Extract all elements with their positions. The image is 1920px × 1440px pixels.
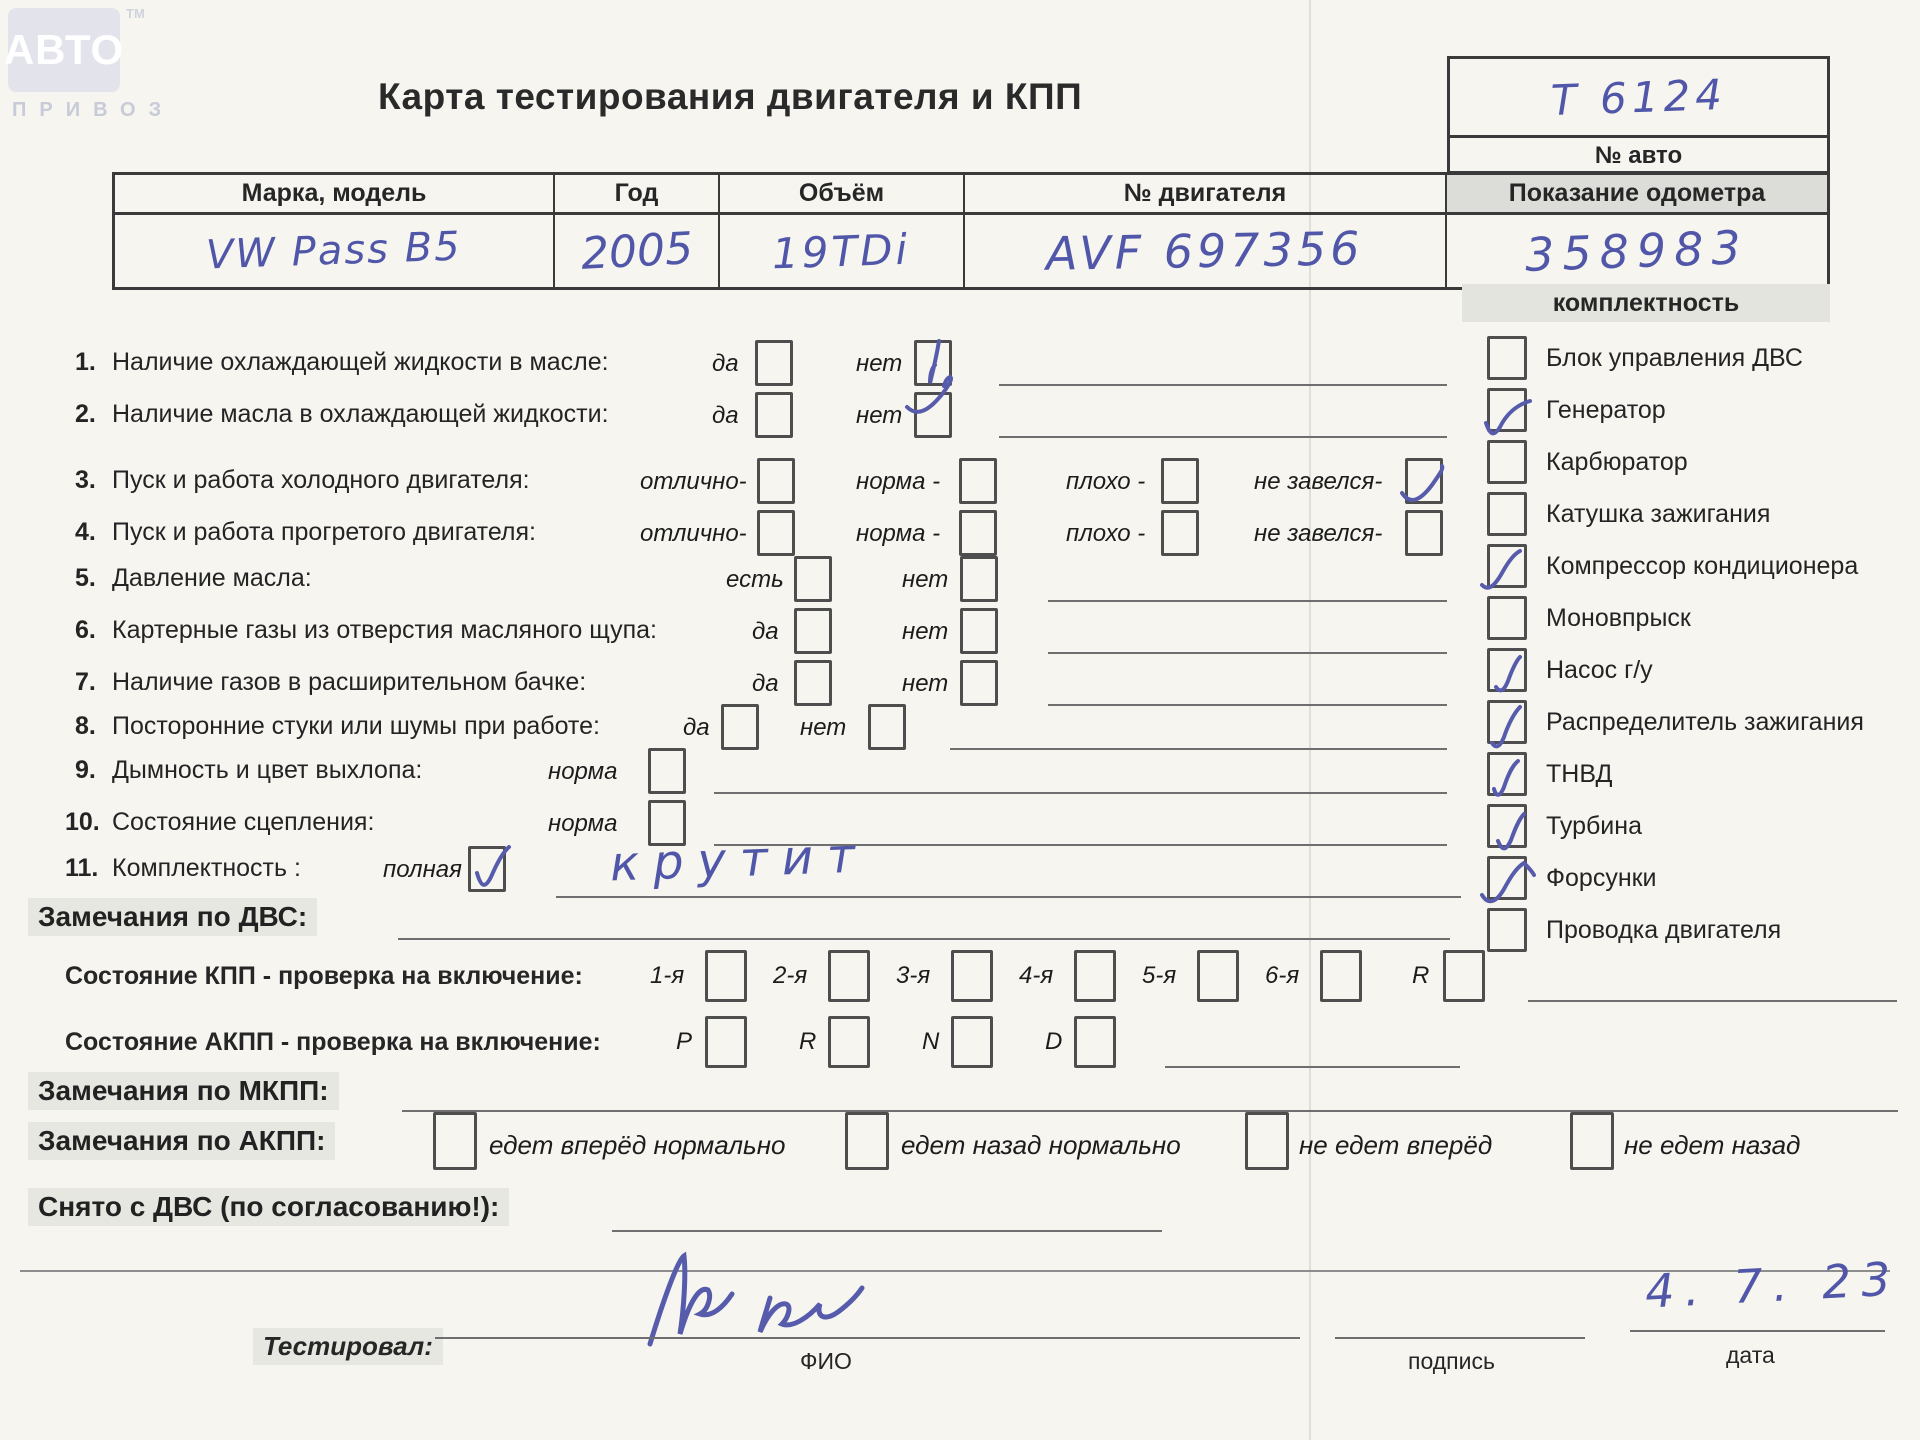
item-number: 9. bbox=[75, 756, 96, 784]
akpp-label-n: N bbox=[922, 1028, 940, 1055]
gear-label-2: 2-я bbox=[773, 962, 808, 989]
logo bbox=[3, 6, 228, 122]
option-label-excellent: отлично- bbox=[640, 468, 747, 495]
akpp-label-r: R bbox=[799, 1028, 817, 1055]
equipment-label: Распределитель зажигания bbox=[1546, 708, 1864, 736]
logo-box bbox=[3, 8, 125, 92]
dvs-remarks-line[interactable] bbox=[398, 938, 1450, 940]
option-label-excellent: отлично- bbox=[640, 520, 747, 547]
equipment-label: Моновпрыск bbox=[1546, 604, 1691, 632]
item-label: Посторонние стуки или шумы при работе: bbox=[112, 712, 600, 740]
akpp-remarks-label: Замечания по АКПП: bbox=[28, 1122, 335, 1160]
akpp-option-label: едет назад нормально bbox=[901, 1130, 1181, 1160]
checkbox-mono-injection[interactable] bbox=[1487, 596, 1527, 640]
handwritten-date: 4. 7. 23 bbox=[1643, 1251, 1902, 1319]
equipment-label: Катушка зажигания bbox=[1546, 500, 1771, 528]
option-label-yes: да bbox=[712, 402, 739, 429]
checkbox-no-drive-forward[interactable] bbox=[1245, 1112, 1289, 1170]
checkbox-item3-no-start[interactable] bbox=[1405, 458, 1443, 504]
option-label-no: нет bbox=[856, 402, 903, 429]
handwritten-note: крутит bbox=[609, 827, 870, 893]
item-label: Дымность и цвет выхлопа: bbox=[112, 756, 423, 784]
col-header-engine-number: № двигателя bbox=[965, 175, 1447, 215]
checkbox-akpp-n[interactable] bbox=[951, 1016, 993, 1068]
dvs-remarks-label: Замечания по ДВС: bbox=[28, 898, 317, 936]
item-number: 8. bbox=[75, 712, 96, 740]
cell-year[interactable]: 2005 bbox=[555, 215, 720, 287]
gear-label-1: 1-я bbox=[650, 962, 685, 989]
item-label: Наличие охлаждающей жидкости в масле: bbox=[112, 348, 609, 376]
checkbox-tnvd[interactable] bbox=[1487, 752, 1527, 796]
item-label: Состояние сцепления: bbox=[112, 808, 375, 836]
checkbox-item11-full[interactable] bbox=[468, 846, 506, 892]
logo-text-top: АВТО bbox=[3, 26, 125, 73]
option-label-no: нет bbox=[800, 714, 847, 741]
checkbox-item4-bad[interactable] bbox=[1161, 510, 1199, 556]
equipment-label: Блок управления ДВС bbox=[1546, 344, 1803, 372]
option-label-yes: да bbox=[712, 350, 739, 377]
checkbox-gear-6[interactable] bbox=[1320, 950, 1362, 1002]
option-label-no: нет bbox=[902, 566, 949, 593]
item-number: 5. bbox=[75, 564, 96, 592]
checkbox-item1-yes[interactable] bbox=[755, 340, 793, 386]
option-label-no: нет bbox=[856, 350, 903, 377]
signature bbox=[620, 1246, 980, 1356]
mkpp-remarks-line[interactable] bbox=[402, 1110, 1898, 1112]
item-number: 1. bbox=[75, 348, 96, 376]
option-label-present: есть bbox=[726, 566, 784, 593]
cell-make[interactable]: VW Pass B5 bbox=[115, 215, 555, 287]
removed-from-engine-label: Снято с ДВС (по согласованию!): bbox=[28, 1188, 509, 1226]
equipment-label: Генератор bbox=[1546, 396, 1666, 424]
checkbox-generator[interactable] bbox=[1487, 388, 1527, 432]
fio-line[interactable] bbox=[435, 1337, 1300, 1339]
signature-caption: подпись bbox=[1408, 1348, 1495, 1374]
checkbox-ignition-distributor[interactable] bbox=[1487, 700, 1527, 744]
equipment-label: Турбина bbox=[1546, 812, 1642, 840]
option-label-bad: плохо - bbox=[1066, 468, 1146, 495]
auto-number-label: № авто bbox=[1450, 135, 1827, 174]
option-label-norm: норма bbox=[548, 758, 618, 785]
checkbox-item7-yes[interactable] bbox=[794, 660, 832, 706]
gear-label-3: 3-я bbox=[896, 962, 931, 989]
item-number: 11. bbox=[65, 854, 99, 882]
equipment-label: Форсунки bbox=[1546, 864, 1657, 892]
option-label-yes: да bbox=[752, 670, 779, 697]
option-label-bad: плохо - bbox=[1066, 520, 1146, 547]
write-line[interactable] bbox=[1048, 652, 1447, 654]
gear-label-4: 4-я bbox=[1019, 962, 1054, 989]
checkbox-ignition-coil[interactable] bbox=[1487, 492, 1527, 536]
col-header-year: Год bbox=[555, 175, 720, 215]
item-label: Наличие масла в охлаждающей жидкости: bbox=[112, 400, 609, 428]
item-label: Давление масла: bbox=[112, 564, 312, 592]
write-line[interactable] bbox=[999, 436, 1447, 438]
option-label-norm: норма - bbox=[856, 468, 941, 495]
checkbox-item5-no[interactable] bbox=[960, 556, 998, 602]
checkbox-ecu[interactable] bbox=[1487, 336, 1527, 380]
checkbox-gear-r[interactable] bbox=[1443, 950, 1485, 1002]
equipment-label: Компрессор кондиционера bbox=[1546, 552, 1859, 580]
checkbox-item6-no[interactable] bbox=[960, 608, 998, 654]
checkbox-item6-yes[interactable] bbox=[794, 608, 832, 654]
signature-line[interactable] bbox=[1335, 1337, 1585, 1339]
item-label: Наличие газов в расширительном бачке: bbox=[112, 668, 587, 696]
checkbox-akpp-d[interactable] bbox=[1074, 1016, 1116, 1068]
checkbox-power-steering-pump[interactable] bbox=[1487, 648, 1527, 692]
checkbox-gear-1[interactable] bbox=[705, 950, 747, 1002]
item-label: Пуск и работа прогретого двигателя: bbox=[112, 518, 536, 546]
option-label-norm: норма - bbox=[856, 520, 941, 547]
item-label: Комплектность : bbox=[112, 854, 301, 882]
write-line[interactable] bbox=[556, 896, 1461, 898]
gear-label-6: 6-я bbox=[1265, 962, 1300, 989]
checkbox-akpp-p[interactable] bbox=[705, 1016, 747, 1068]
akpp-write-line[interactable] bbox=[1165, 1066, 1460, 1068]
checkbox-gear-2[interactable] bbox=[828, 950, 870, 1002]
checkbox-item4-excellent[interactable] bbox=[757, 510, 795, 556]
checkbox-gear-4[interactable] bbox=[1074, 950, 1116, 1002]
gear-label-r: R bbox=[1412, 962, 1430, 989]
write-line[interactable] bbox=[714, 792, 1447, 794]
akpp-label-d: D bbox=[1045, 1028, 1063, 1055]
mkpp-remarks-label: Замечания по МКПП: bbox=[28, 1072, 339, 1110]
akpp-option-label: не едет вперёд bbox=[1299, 1130, 1493, 1160]
option-label-norm: норма bbox=[548, 810, 618, 837]
checkbox-item4-no-start[interactable] bbox=[1405, 510, 1443, 556]
checkbox-gear-5[interactable] bbox=[1197, 950, 1239, 1002]
checkbox-item8-no[interactable] bbox=[868, 704, 906, 750]
col-header-volume: Объём bbox=[720, 175, 965, 215]
cell-volume[interactable]: 19TDi bbox=[720, 215, 965, 287]
tested-by-label: Тестировал: bbox=[253, 1328, 443, 1365]
page-title: Карта тестирования двигателя и КПП bbox=[378, 76, 1083, 117]
equipment-label: Проводка двигателя bbox=[1546, 916, 1782, 944]
item-number: 10. bbox=[65, 808, 100, 836]
kpp-write-line[interactable] bbox=[1528, 1000, 1897, 1002]
checkbox-item2-yes[interactable] bbox=[755, 392, 793, 438]
checkbox-turbine[interactable] bbox=[1487, 804, 1527, 848]
akpp-option-label: едет вперёд нормально bbox=[489, 1130, 786, 1160]
option-label-no-start: не завелся- bbox=[1254, 468, 1383, 495]
checkbox-item2-no[interactable] bbox=[914, 392, 952, 438]
checkbox-item3-excellent[interactable] bbox=[757, 458, 795, 504]
akpp-option-label: не едет назад bbox=[1624, 1130, 1801, 1160]
equipment-label: ТНВД bbox=[1546, 760, 1613, 788]
date-caption: дата bbox=[1726, 1342, 1775, 1368]
akpp-label: Состояние АКПП - проверка на включение: bbox=[65, 1028, 601, 1056]
write-line[interactable] bbox=[999, 384, 1447, 386]
auto-number-box bbox=[1447, 56, 1830, 174]
checkbox-item5-yes[interactable] bbox=[794, 556, 832, 602]
item-number: 7. bbox=[75, 668, 96, 696]
vehicle-table bbox=[112, 172, 1830, 290]
checkbox-item4-norm[interactable] bbox=[959, 510, 997, 556]
col-header-make: Марка, модель bbox=[115, 175, 555, 215]
checkbox-akpp-r[interactable] bbox=[828, 1016, 870, 1068]
checkbox-ac-compressor[interactable] bbox=[1487, 544, 1527, 588]
item-number: 6. bbox=[75, 616, 96, 644]
equipment-label: Карбюратор bbox=[1546, 448, 1688, 476]
checkbox-item3-norm[interactable] bbox=[959, 458, 997, 504]
checkbox-no-drive-backward[interactable] bbox=[1570, 1112, 1614, 1170]
checkbox-item9-norm[interactable] bbox=[648, 748, 686, 794]
option-label-no: нет bbox=[902, 618, 949, 645]
logo-tm-mark: ТМ bbox=[126, 6, 145, 21]
akpp-label-p: P bbox=[676, 1028, 693, 1055]
checkbox-item7-no[interactable] bbox=[960, 660, 998, 706]
option-label-no: нет bbox=[902, 670, 949, 697]
date-line[interactable] bbox=[1630, 1330, 1885, 1332]
item-number: 4. bbox=[75, 518, 96, 546]
checkbox-drives-forward[interactable] bbox=[433, 1112, 477, 1170]
checkbox-carburetor[interactable] bbox=[1487, 440, 1527, 484]
write-line[interactable] bbox=[1048, 704, 1447, 706]
checkbox-gear-3[interactable] bbox=[951, 950, 993, 1002]
kpp-label: Состояние КПП - проверка на включение: bbox=[65, 962, 583, 990]
auto-number-value: Т 6124 bbox=[1549, 69, 1728, 125]
option-label-yes: да bbox=[683, 714, 710, 741]
checkbox-item8-yes[interactable] bbox=[721, 704, 759, 750]
option-label-full: полная bbox=[383, 856, 462, 883]
cell-odometer[interactable]: 358983 bbox=[1524, 220, 1750, 282]
write-line[interactable] bbox=[1048, 600, 1447, 602]
item-label: Картерные газы из отверстия масляного щупа: bbox=[112, 616, 657, 644]
item-label: Пуск и работа холодного двигателя: bbox=[112, 466, 530, 494]
equipment-label: Насос г/у bbox=[1546, 656, 1653, 684]
removed-write-line[interactable] bbox=[612, 1230, 1162, 1232]
col-header-odometer: Показание одометра bbox=[1447, 175, 1827, 215]
write-line[interactable] bbox=[950, 748, 1447, 750]
gear-label-5: 5-я bbox=[1142, 962, 1177, 989]
fio-caption: ФИО bbox=[800, 1348, 852, 1374]
option-label-no-start: не завелся- bbox=[1254, 520, 1383, 547]
cell-engine-number[interactable]: AVF 697356 bbox=[965, 215, 1447, 287]
equipment-header: комплектность bbox=[1462, 284, 1830, 322]
item-number: 3. bbox=[75, 466, 96, 494]
item-number: 2. bbox=[75, 400, 96, 428]
checkbox-item3-bad[interactable] bbox=[1161, 458, 1199, 504]
checkbox-injectors[interactable] bbox=[1487, 856, 1527, 900]
checkbox-drives-backward[interactable] bbox=[845, 1112, 889, 1170]
checkbox-engine-wiring[interactable] bbox=[1487, 908, 1527, 952]
option-label-yes: да bbox=[752, 618, 779, 645]
logo-text-bottom: ПРИВОЗ bbox=[12, 99, 175, 121]
